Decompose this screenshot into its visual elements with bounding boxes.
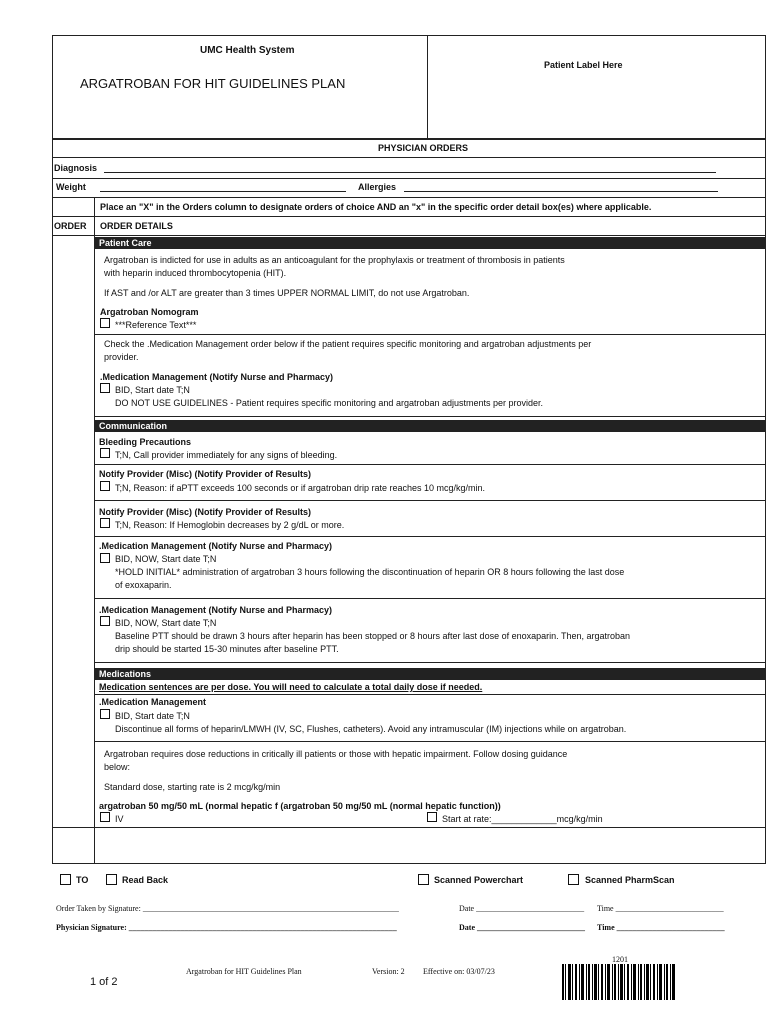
scanned-pharmscan-label: Scanned PharmScan xyxy=(585,875,675,885)
medications-subheading: Medication sentences are per dose. You will need to calculate a total daily dose if needed. xyxy=(99,682,483,692)
med-mm-title: .Medication Management xyxy=(99,697,207,707)
comm-mm2-title: .Medication Management (Notify Nurse and Pharmacy) xyxy=(99,605,333,615)
weight-label: Weight xyxy=(56,182,86,192)
section-communication: Communication xyxy=(95,420,766,432)
section-medications: Medications xyxy=(95,668,766,680)
route-iv: IV xyxy=(115,814,124,824)
order-column-header: ORDER xyxy=(54,221,87,231)
order-taken-date[interactable]: Date ___________________________ xyxy=(459,904,585,913)
bleeding-title: Bleeding Precautions xyxy=(99,437,192,447)
read-back-checkbox[interactable] xyxy=(106,874,117,885)
physician-orders-title: PHYSICIAN ORDERS xyxy=(378,143,469,153)
pc-medmgmt-option: BID, Start date T;N xyxy=(115,385,190,395)
med-mm-checkbox[interactable] xyxy=(100,709,110,719)
notify1-checkbox[interactable] xyxy=(100,481,110,491)
allergies-field[interactable] xyxy=(404,191,718,192)
comm-mm2-option: BID, NOW, Start date T;N xyxy=(115,618,217,628)
med-mm-option: BID, Start date T;N xyxy=(115,711,190,721)
comm-mm1-checkbox[interactable] xyxy=(100,553,110,563)
start-rate: Start at rate:_____________mcg/kg/min xyxy=(442,814,603,824)
notify2-title: Notify Provider (Misc) (Notify Provider of Results) xyxy=(99,507,312,517)
start-rate-checkbox[interactable] xyxy=(427,812,437,822)
standard-dose: Standard dose, starting rate is 2 mcg/kg/min xyxy=(104,782,281,792)
pc-ast-note: If AST and /or ALT are greater than 3 times UPPER NORMAL LIMIT, do not use Argatroban. xyxy=(104,288,470,298)
dose-note-line2: below: xyxy=(104,762,131,772)
notify2-checkbox[interactable] xyxy=(100,518,110,528)
drug-title: argatroban 50 mg/50 mL (normal hepatic f (argatroban 50 mg/50 mL (normal hepatic function)) xyxy=(99,801,501,811)
order-taken-time[interactable]: Time ___________________________ xyxy=(597,904,724,913)
order-details-column-header: ORDER DETAILS xyxy=(100,221,173,231)
comm-mm1-detail-line2: of exoxaparin. xyxy=(115,580,172,590)
bleeding-option: T;N, Call provider immediately for any signs of bleeding. xyxy=(115,450,338,460)
dose-note-line1: Argatroban requires dose reductions in critically ill patients or those with hepatic impairment. Follow dosing guidance xyxy=(104,749,568,759)
pc-intro-line2: with heparin induced thrombocytopenia (HIT). xyxy=(104,268,287,278)
page-title: ARGATROBAN FOR HIT GUIDELINES PLAN xyxy=(80,76,346,91)
diagnosis-label: Diagnosis xyxy=(54,163,98,173)
pc-medmgmt-detail: DO NOT USE GUIDELINES - Patient requires specific monitoring and argatroban adjustments per provider. xyxy=(115,398,544,408)
allergies-label: Allergies xyxy=(358,182,397,192)
document-version: Version: 2 xyxy=(372,967,405,976)
pc-check-note-line2: provider. xyxy=(104,352,139,362)
patient-label: Patient Label Here xyxy=(544,60,623,70)
document-name: Argatroban for HIT Guidelines Plan xyxy=(186,967,302,976)
notify2-option: T;N, Reason: If Hemoglobin decreases by 2 g/dL or more. xyxy=(115,520,345,530)
physician-time[interactable]: Time ___________________________ xyxy=(597,923,725,932)
to-checkbox[interactable] xyxy=(60,874,71,885)
scanned-powerchart-checkbox[interactable] xyxy=(418,874,429,885)
order-column-divider xyxy=(94,197,95,864)
nomogram-checkbox[interactable] xyxy=(100,318,110,328)
notify1-title: Notify Provider (Misc) (Notify Provider of Results) xyxy=(99,469,312,479)
org-name: UMC Health System xyxy=(200,45,295,56)
med-mm-detail: Discontinue all forms of heparin/LMWH (IV, SC, Flushes, catheters). Avoid any intramuscular (IM) injections while on argatroban. xyxy=(115,724,627,734)
comm-mm2-detail-line2: drip should be started 15-30 minutes after baseline PTT. xyxy=(115,644,339,654)
nomogram-reference: ***Reference Text*** xyxy=(115,320,197,330)
weight-field[interactable] xyxy=(100,191,346,192)
comm-mm2-checkbox[interactable] xyxy=(100,616,110,626)
physician-signature[interactable]: Physician Signature: ___________________________________________________________________ xyxy=(56,923,397,932)
pc-check-note-line1: Check the .Medication Management order below if the patient requires specific monitoring and argatroban adjustments per xyxy=(104,339,592,349)
pc-intro-line1: Argatroban is indicted for use in adults as an anticoagulant for the prophylaxis or treatment of thrombosis in patients xyxy=(104,255,565,265)
comm-mm1-detail-line1: *HOLD INITIAL* administration of argatroban 3 hours following the discontinuation of heparin OR 8 hours following the last dose xyxy=(115,567,625,577)
instructions-text: Place an "X" in the Orders column to designate orders of choice AND an "x" in the specific order detail box(es) where applicable. xyxy=(100,202,652,212)
bleeding-checkbox[interactable] xyxy=(100,448,110,458)
pc-medmgmt-title: .Medication Management (Notify Nurse and Pharmacy) xyxy=(100,372,334,382)
notify1-option: T;N, Reason: if aPTT exceeds 100 seconds or if argatroban drip rate reaches 10 mcg/kg/min. xyxy=(115,483,486,493)
scanned-powerchart-label: Scanned Powerchart xyxy=(434,875,524,885)
diagnosis-field[interactable] xyxy=(104,172,716,173)
effective-date: Effective on: 03/07/23 xyxy=(423,967,495,976)
comm-mm1-title: .Medication Management (Notify Nurse and Pharmacy) xyxy=(99,541,333,551)
physician-date[interactable]: Date ___________________________ xyxy=(459,923,585,932)
order-taken-signature[interactable]: Order Taken by Signature: ________________________________________________________________ xyxy=(56,904,399,913)
comm-mm2-detail-line1: Baseline PTT should be drawn 3 hours after heparin has been stopped or 8 hours after last dose of enoxaparin. Then, argatroban xyxy=(115,631,630,641)
nomogram-title: Argatroban Nomogram xyxy=(100,307,199,317)
barcode-number: 1201 xyxy=(612,955,628,964)
scanned-pharmscan-checkbox[interactable] xyxy=(568,874,579,885)
header-divider xyxy=(427,35,428,139)
iv-checkbox[interactable] xyxy=(100,812,110,822)
section-patient-care: Patient Care xyxy=(95,237,766,249)
page-number: 1 of 2 xyxy=(90,976,118,988)
to-label: TO xyxy=(76,875,89,885)
comm-mm1-option: BID, NOW, Start date T;N xyxy=(115,554,217,564)
barcode-image xyxy=(562,964,676,1000)
read-back-label: Read Back xyxy=(122,875,169,885)
pc-medmgmt-checkbox[interactable] xyxy=(100,383,110,393)
